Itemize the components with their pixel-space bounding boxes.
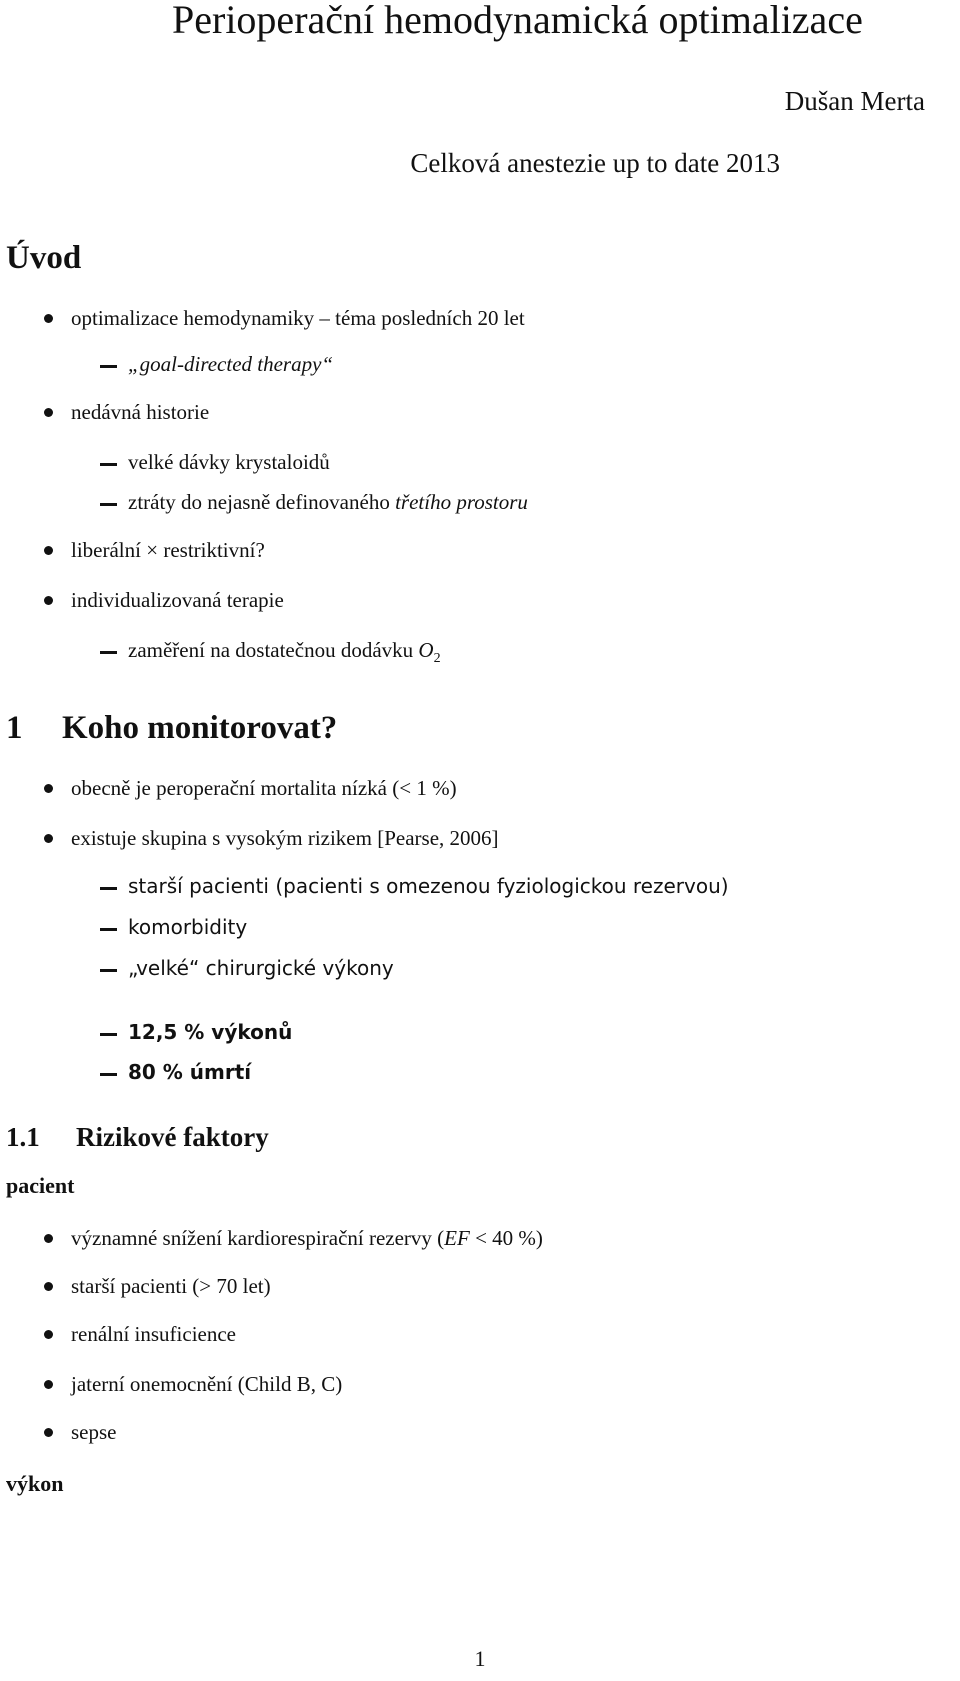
dash-icon (100, 887, 117, 890)
bullet-icon (44, 1330, 53, 1339)
bullet-icon (44, 1282, 53, 1291)
bullet-icon (44, 1428, 53, 1437)
dash-icon (100, 1033, 117, 1036)
bullet-icon (44, 834, 53, 843)
bullet-icon (44, 784, 53, 793)
dash-icon (100, 651, 117, 654)
dash-icon (100, 969, 117, 972)
document-page: Perioperační hemodynamická optimalizace Dušan Merta Celková anestezie up to date 2013 Úvod optimalizace hemodynamiky – téma posledních 20 let „goal-directed therapy“ nedávná historie velké dávky krystaloidů ztráty do nejasně definovaného třetího prostoru liberální × restriktivní? individualizovaná terapie zaměření na dostatečnou dodávku $O_2$ 1 Koho monitorovat? obecně je peroperační mortalita nízká (< 1 %) existuje skupina s vysokým rizikem [Pearse, 2006] starší pacienti (pacienti s omezenou fyziologickou rezervou) komorbidity „velké“ chirurgické výkony 12,5 % výkonů 80 % úmrtí 1.1 Rizikové faktory pacient významné snížení kardiorespirační rezervy (EF < 40 %) starší pacienti (> 70 let) renální insuficience jaterní onemocnění (Child B, C) sepse výkon 1 (0, 0, 960, 1681)
bullet-icon (44, 408, 53, 417)
document-title: Perioperační hemodynamická optimalizace (172, 0, 863, 42)
dash-icon (100, 928, 117, 931)
author: Dušan Merta (784, 86, 925, 116)
bullet-icon (44, 1234, 53, 1243)
heading-section-1-1: 1.1 Rizikové faktory (6, 1122, 269, 1152)
dash-icon (100, 365, 117, 368)
bullet-icon (44, 596, 53, 605)
paragraph-heading-vykon: výkon (6, 1471, 64, 1496)
bullet-icon (44, 546, 53, 555)
dash-icon (100, 1073, 117, 1076)
bullet-icon (44, 314, 53, 323)
dash-icon (100, 503, 117, 506)
heading-uvod: Úvod (6, 240, 82, 276)
dash-icon (100, 463, 117, 466)
subtitle: Celková anestezie up to date 2013 (410, 148, 780, 178)
paragraph-heading-pacient: pacient (6, 1173, 75, 1198)
times-symbol: × (146, 538, 159, 562)
heading-section-1: 1 Koho monitorovat? (6, 710, 338, 746)
page-number: 1 (474, 1646, 486, 1671)
bullet-icon (44, 1380, 53, 1389)
